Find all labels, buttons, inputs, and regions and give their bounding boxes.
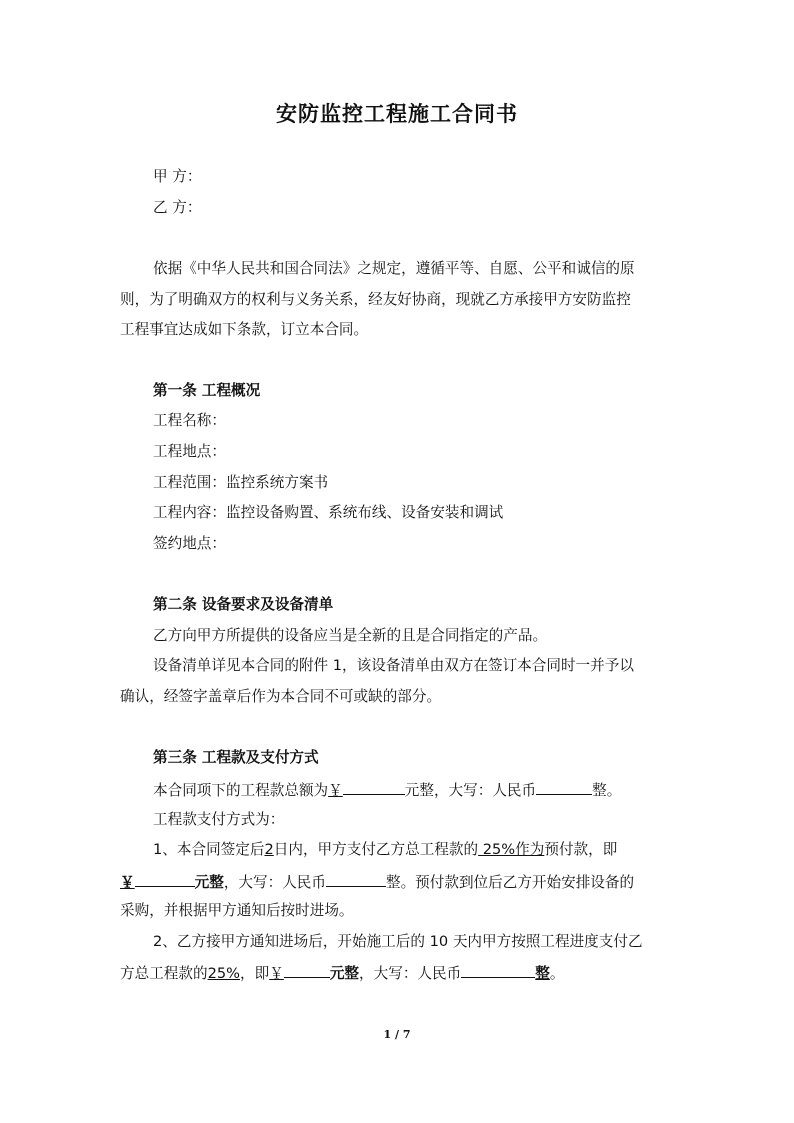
article-2-paragraph-1: 乙方向甲方所提供的设备应当是全新的且是合同指定的产品。 — [153, 627, 548, 644]
project-name-label: 工程名称： — [153, 412, 226, 429]
intro-line-2: 则，为了明确双方的权利与义务关系，经友好协商，现就乙方承接甲方安防监控 — [120, 291, 631, 308]
clause-2-amount-blank — [284, 962, 330, 978]
article-1-heading: 第一条 工程概况 — [153, 382, 261, 399]
clause-1-text-c: 预付款，即 — [544, 841, 618, 858]
clause-2-currency: ￥ — [269, 965, 284, 982]
project-content: 工程内容：监控设备购置、系统布线、设备安装和调试 — [153, 504, 504, 521]
article-2-paragraph-2a: 设备清单详见本合同的附件 1，该设备清单由双方在签订本合同时一并予以 — [153, 657, 634, 674]
amount-blank — [343, 779, 405, 795]
clause-2-words-blank — [461, 962, 535, 978]
payment-method-label: 工程款支付方式为： — [153, 811, 285, 828]
total-amount-text: 本合同项下的工程款总额为 — [153, 782, 329, 799]
clause-1-text-d: ，大写：人民币 — [223, 874, 326, 891]
clause-2-yuan: 元整 — [329, 965, 360, 982]
clause-1-percent: 25%作为 — [478, 841, 545, 858]
article-3-heading: 第三条 工程款及支付方式 — [153, 749, 319, 766]
zheng-text: 整。 — [592, 782, 622, 799]
clause-2-line-2 — [120, 962, 564, 984]
currency-symbol: ￥ — [328, 782, 343, 799]
project-scope: 工程范围：监控系统方案书 — [153, 474, 329, 491]
amount-words-blank — [536, 779, 592, 795]
yuan-text: 元整，大写：人民币 — [404, 782, 537, 799]
clause-1-line-1 — [153, 840, 617, 860]
project-location-label: 工程地点： — [153, 443, 226, 460]
party-a-label: 甲 方： — [153, 168, 202, 185]
clause-1-text-a: 1、本合同签定后 — [153, 841, 265, 858]
clause-1-text-e: 整。预付款到位后乙方开始安排设备的 — [385, 874, 635, 891]
clause-2-line-1: 2、乙方接甲方通知进场后，开始施工后的 10 天内甲方按照工程进度支付乙 — [153, 933, 643, 950]
clause-2-text-b: 方总工程款的 — [120, 965, 208, 982]
clause-1-line-3: 采购，并根据甲方通知后按时进场。 — [120, 902, 354, 919]
clause-1-days: 2 — [264, 841, 274, 858]
clause-2-zheng: 整 — [535, 965, 550, 982]
clause-2-text-d: ，大写：人民币 — [359, 965, 462, 982]
signing-place-label: 签约地点： — [153, 535, 226, 552]
party-b-label: 乙 方： — [153, 199, 202, 216]
clause-1-text-b: 日内，甲方支付乙方总工程款的 — [273, 841, 479, 858]
article-2-paragraph-2b: 确认，经签字盖章后作为本合同不可或缺的部分。 — [120, 688, 442, 705]
clause-2-percent: 25% — [207, 965, 241, 982]
total-amount-line — [153, 779, 621, 801]
intro-line-1: 依据《中华人民共和国合同法》之规定，遵循平等、自愿、公平和诚信的原 — [153, 260, 635, 277]
clause-1-words-blank — [326, 871, 386, 887]
article-2-heading: 第二条 设备要求及设备清单 — [153, 596, 334, 613]
clause-2-text-c: ，即 — [240, 965, 270, 982]
clause-1-line-2 — [120, 871, 634, 893]
clause-2-period: 。 — [549, 965, 565, 982]
document-title: 安防监控工程施工合同书 — [276, 102, 518, 126]
clause-1-amount-blank — [135, 871, 195, 887]
clause-1-currency: ￥ — [120, 874, 135, 891]
page-number: 1 / 7 — [383, 1028, 411, 1041]
clause-1-yuan: 元整 — [194, 874, 224, 891]
intro-line-3: 工程事宜达成如下条款，订立本合同。 — [120, 321, 369, 338]
